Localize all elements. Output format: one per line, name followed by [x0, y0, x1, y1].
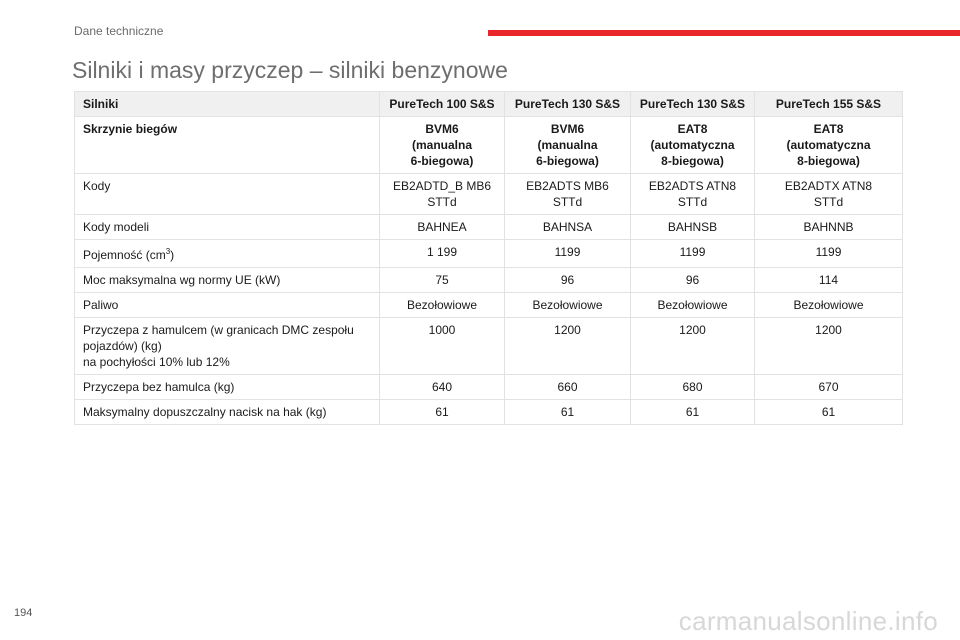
row-label: Kody modeli [75, 215, 380, 240]
header-cell-engines: Silniki [75, 92, 380, 117]
row-label [75, 240, 380, 268]
table-cell: EB2ADTD_B MB6 STTd [380, 174, 505, 215]
row-label: Skrzynie biegów [75, 117, 380, 174]
table-cell: 670 [755, 375, 903, 400]
table-cell: 61 [631, 400, 755, 425]
watermark: carmanualsonline.info [678, 606, 938, 636]
table-cell: BAHNEA [380, 215, 505, 240]
table-cell: 1199 [505, 240, 631, 268]
table-cell: 1199 [755, 240, 903, 268]
table-cell: EB2ADTS MB6 STTd [505, 174, 631, 215]
table-cell: 660 [505, 375, 631, 400]
table-cell: BAHNSA [505, 215, 631, 240]
table-cell: 1000 [380, 318, 505, 375]
table-cell: 1199 [631, 240, 755, 268]
table-row-fuel [75, 293, 903, 318]
table-cell: BVM6 (manualna 6-biegowa) [505, 117, 631, 174]
table-header-row [75, 92, 903, 117]
page-title: Silniki i masy przyczep – silniki benzynowe [72, 57, 508, 83]
table-cell: 680 [631, 375, 755, 400]
table-cell: BAHNSB [631, 215, 755, 240]
table-cell: 114 [755, 268, 903, 293]
row-label: Paliwo [75, 293, 380, 318]
table-cell: 96 [631, 268, 755, 293]
table-row-displacement [75, 240, 903, 268]
table-cell: EAT8 (automatyczna 8-biegowa) [631, 117, 755, 174]
table-row-braked-trailer [75, 318, 903, 375]
header-cell-puretech-155: PureTech 155 S&S [755, 92, 903, 117]
row-label: Przyczepa z hamulcem (w granicach DMC zespołu pojazdów) (kg) na pochyłości 10% lub 12% [75, 318, 380, 375]
table-cell: EB2ADTX ATN8 STTd [755, 174, 903, 215]
table-cell: Bezołowiowe [755, 293, 903, 318]
table-cell: Bezołowiowe [380, 293, 505, 318]
row-label-suffix: ) [170, 248, 175, 262]
table-cell: EAT8 (automatyczna 8-biegowa) [755, 117, 903, 174]
section-label: Dane techniczne [74, 24, 164, 38]
table-row-towbar-load [75, 400, 903, 425]
header-cell-puretech-100: PureTech 100 S&S [380, 92, 505, 117]
header-cell-puretech-130-manual: PureTech 130 S&S [505, 92, 631, 117]
row-label: Przyczepa bez hamulca (kg) [75, 375, 380, 400]
table-cell: 96 [505, 268, 631, 293]
table-cell: 640 [380, 375, 505, 400]
table-cell: 75 [380, 268, 505, 293]
table-cell: 1200 [505, 318, 631, 375]
table-cell: BAHNNB [755, 215, 903, 240]
row-label: Kody [75, 174, 380, 215]
page-number: 194 [14, 607, 33, 619]
table-row-max-power [75, 268, 903, 293]
table-cell: EB2ADTS ATN8 STTd [631, 174, 755, 215]
row-label-text: Pojemność (cm [83, 248, 166, 262]
table-cell: Bezołowiowe [505, 293, 631, 318]
superscript: 3 [165, 247, 171, 256]
header-cell-puretech-130-auto: PureTech 130 S&S [631, 92, 755, 117]
table-cell: 1200 [755, 318, 903, 375]
table-cell: 1 199 [380, 240, 505, 268]
table-row-unbraked-trailer [75, 375, 903, 400]
table-row-codes [75, 174, 903, 215]
table-cell: 61 [505, 400, 631, 425]
engine-specs-table [74, 91, 903, 425]
table-cell: 1200 [631, 318, 755, 375]
table-cell: Bezołowiowe [631, 293, 755, 318]
table-cell: BVM6 (manualna 6-biegowa) [380, 117, 505, 174]
row-label: Moc maksymalna wg normy UE (kW) [75, 268, 380, 293]
table-row-model-codes [75, 215, 903, 240]
table-cell: 61 [380, 400, 505, 425]
row-label: Maksymalny dopuszczalny nacisk na hak (kg) [75, 400, 380, 425]
table-row-gearbox [75, 117, 903, 174]
section-accent-bar [488, 30, 960, 36]
table-cell: 61 [755, 400, 903, 425]
